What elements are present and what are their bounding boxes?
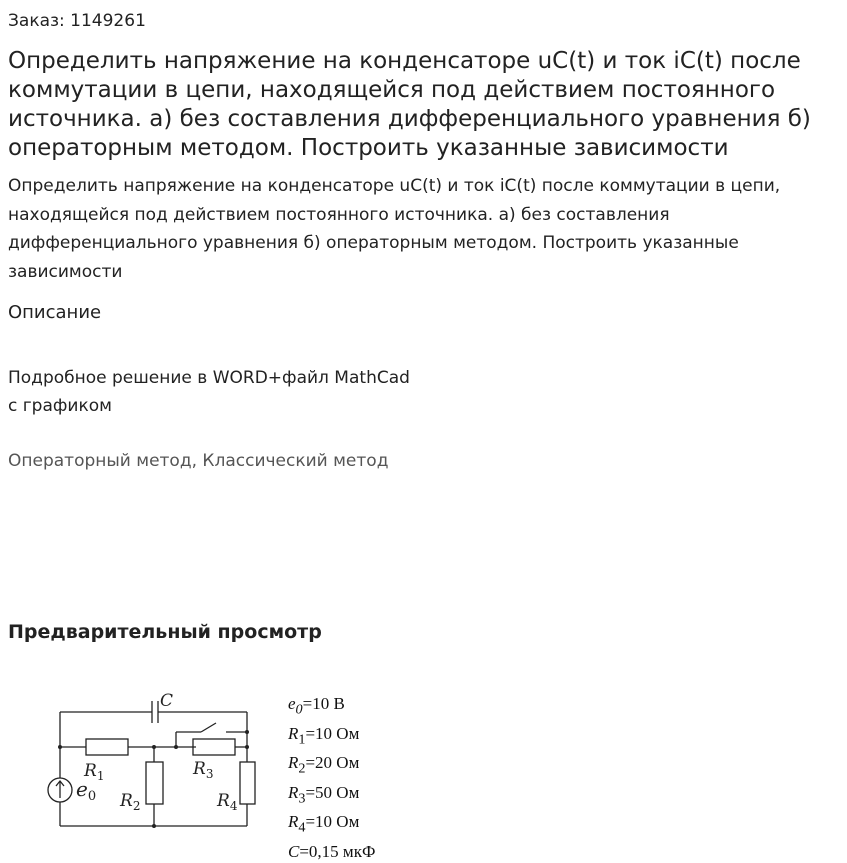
param-subscript: 4 [298, 819, 306, 836]
label-r1-text: R [84, 761, 97, 781]
resistor-r1 [86, 739, 128, 755]
param-r2 [288, 751, 375, 781]
label-r2-text: R [120, 791, 133, 811]
method-tags: Операторный метод, Классический метод [8, 451, 389, 471]
description-line: с графиком [8, 396, 112, 416]
page-title: Определить напряжение на конденсаторе uC(t) и ток iC(t) после коммутации в цепи, находящейся под действием постоянного источника. а) без составления дифференциального уравнения б) операторным методом. Построить указанные зависимости [8, 48, 811, 161]
param-subscript: 2 [298, 760, 306, 777]
label-e0-text: e [76, 777, 88, 801]
task-summary: Определить напряжение на конденсаторе uC(t) и ток iC(t) после коммутации в цепи, находящейся под действием постоянного источника. а) без составления дифференциального уравнения б) операторным методом. Построить указанные зависимости [8, 176, 781, 282]
circuit-diagram [36, 680, 286, 840]
junction-dot [58, 745, 62, 749]
order-number: Заказ: 1149261 [8, 11, 146, 31]
resistor-r4 [240, 762, 255, 804]
junction-dot [174, 745, 178, 749]
switch-blade [201, 723, 216, 732]
resistor-r2 [146, 762, 163, 804]
label-r3-sub: 3 [205, 767, 214, 781]
label-r3-text: R [193, 759, 206, 779]
label-c-text: C [160, 691, 174, 711]
param-r4 [288, 810, 375, 840]
param-c [288, 840, 375, 863]
label-r1-sub: 1 [96, 769, 105, 783]
circuit-preview-image [36, 680, 406, 861]
junction-dot [152, 824, 156, 828]
param-subscript: 0 [295, 701, 303, 718]
param-value: =0,15 мкФ [299, 841, 376, 861]
param-r1 [288, 722, 375, 752]
label-r4 [216, 791, 238, 813]
param-value: =50 Ом [305, 782, 360, 802]
param-symbol: e [288, 694, 296, 713]
param-e0 [288, 692, 375, 722]
description-line: Подробное решение в WORD+файл MathCad [8, 368, 410, 388]
label-e0 [76, 777, 96, 804]
param-value: =10 В [302, 694, 345, 713]
param-value: =20 Ом [305, 753, 360, 773]
param-r3 [288, 781, 375, 811]
param-subscript: 3 [298, 790, 306, 807]
param-symbol: R [288, 723, 299, 743]
junction-dot [245, 745, 249, 749]
param-symbol: R [288, 812, 299, 832]
label-r4-text: R [217, 791, 230, 811]
param-symbol: C [288, 841, 300, 861]
description-body [8, 364, 508, 420]
param-symbol: R [288, 782, 299, 802]
circuit-parameters [288, 692, 375, 863]
param-value: =10 Ом [305, 812, 360, 832]
resistor-r3 [193, 739, 235, 755]
param-symbol: R [288, 753, 299, 773]
label-r2-sub: 2 [132, 799, 141, 813]
label-e0-sub: 0 [87, 789, 97, 804]
param-subscript: 1 [298, 730, 306, 747]
param-value: =10 Ом [305, 723, 360, 743]
junction-dot [152, 745, 156, 749]
junction-dot [245, 730, 249, 734]
label-r3 [192, 759, 213, 781]
description-heading: Описание [8, 302, 102, 323]
label-c [160, 691, 173, 711]
label-r2 [119, 791, 140, 813]
preview-heading: Предварительный просмотр [8, 621, 322, 643]
label-r4-sub: 4 [229, 799, 238, 813]
